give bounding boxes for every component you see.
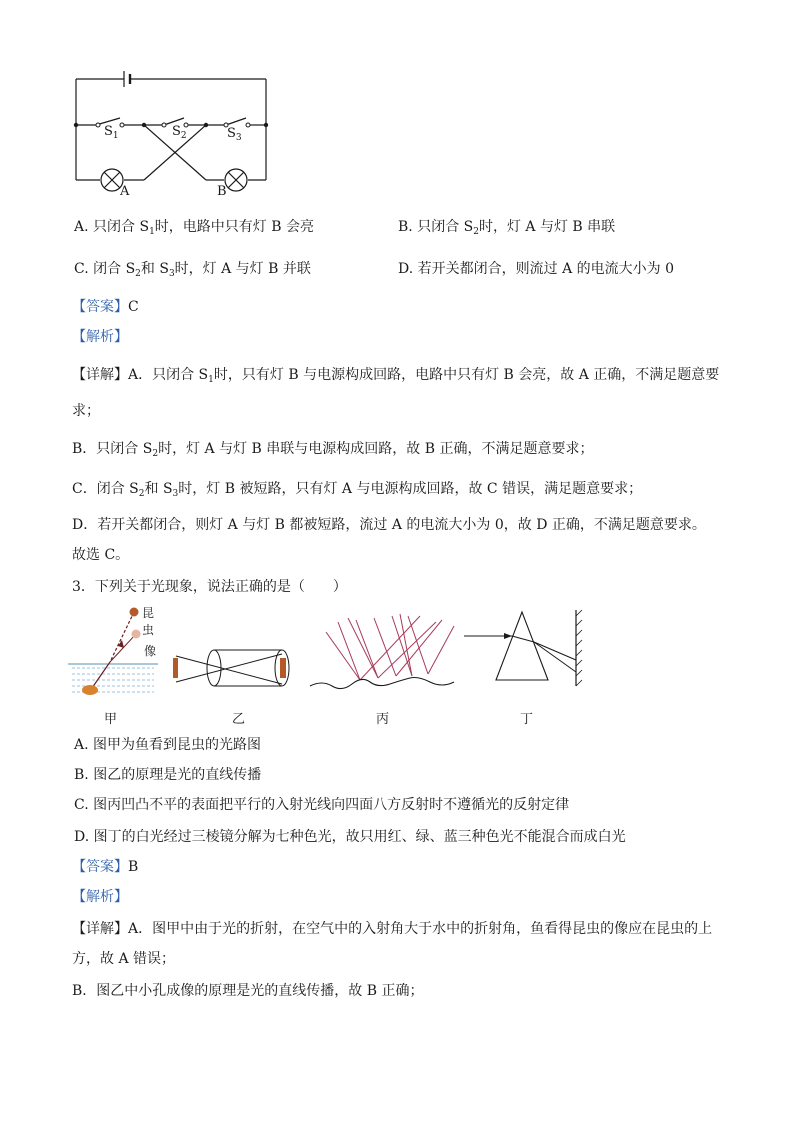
q2-option-d: D. 若开关都闭合，则流过 A 的电流大小为 0 <box>398 261 674 277</box>
q3-analysis-heading: 【解析】 <box>72 889 128 905</box>
caption-ding: 丁 <box>520 712 534 727</box>
q2-conclusion: 故选 C。 <box>72 547 130 563</box>
figure-bing <box>308 612 458 698</box>
label-image: 像 <box>144 644 157 658</box>
q2-analysis-heading: 【解析】 <box>72 329 128 345</box>
figure-yi <box>170 646 300 696</box>
circuit-drawing <box>60 62 280 202</box>
caption-yi: 乙 <box>232 712 246 727</box>
inverted-image-icon <box>280 658 286 678</box>
figure-bing-drawing <box>308 612 458 698</box>
q2-detail-c: C．闭合 $S_2$和 $S_3$时，灯 B 被短路，只有灯 A 与电源构成回路，故 C 错误，满足题意要求； <box>72 481 643 499</box>
q2-detail-a-cont: 求； <box>72 403 100 419</box>
q3-answer: 【答案】B <box>72 859 139 875</box>
lamp-b-label: B <box>217 184 227 199</box>
q2-answer: 【答案】C <box>72 299 139 315</box>
q3-option-c: C. 图丙凹凸不平的表面把平行的入射光线向四面八方反射时不遵循光的反射定律 <box>74 797 570 813</box>
label-insect: 昆虫 <box>142 606 155 637</box>
figure-jia <box>68 604 158 704</box>
q3-option-d: D. 图丁的白光经过三棱镜分解为七种色光，故只用红、绿、蓝三种色光不能混合而成白光 <box>74 829 626 845</box>
switch-s2-label: $S_2$ <box>172 124 187 141</box>
rough-surface <box>310 678 454 689</box>
q3-option-a: A. 图甲为鱼看到昆虫的光路图 <box>74 737 262 753</box>
q2-option-c: C. 闭合 $S_2$和 $S_3$时，灯 A 与灯 B 并联 <box>74 261 311 279</box>
circuit-diagram <box>60 62 280 202</box>
q2-detail-b: B．只闭合 $S_2$时，灯 A 与灯 B 串联与电源构成回路，故 B 正确，不满足题意要求； <box>72 441 594 459</box>
q3-detail-a-cont: 方，故 A 错误； <box>72 951 176 967</box>
switch-s1-label: $S_1$ <box>104 124 119 141</box>
figure-ding-drawing <box>460 606 590 690</box>
figure-yi-drawing <box>170 646 300 696</box>
q3-option-b: B. 图乙的原理是光的直线传播 <box>74 767 262 783</box>
insect-icon <box>130 608 139 617</box>
caption-jia: 甲 <box>104 712 118 727</box>
caption-bing: 丙 <box>376 712 390 727</box>
candle-icon <box>173 658 178 678</box>
q3-detail-b: B．图乙中小孔成像的原理是光的直线传播，故 B 正确； <box>72 983 424 999</box>
q3-detail-a: 【详解】A．图甲中由于光的折射，在空气中的入射角大于水中的折射角，鱼看得昆虫的像应在昆虫的上 <box>72 921 713 937</box>
figure-ding <box>460 606 590 690</box>
q2-detail-d: D．若开关都闭合，则灯 A 与灯 B 都被短路，流过 A 的电流大小为 0，故 D 正确，不满足题意要求。 <box>72 517 706 533</box>
q2-option-b: B. 只闭合 $S_2$时，灯 A 与灯 B 串联 <box>398 219 616 237</box>
insect-image-icon <box>132 630 141 639</box>
q2-option-a: A. 只闭合 $S_1$时，电路中只有灯 B 会亮 <box>74 219 314 237</box>
q2-detail-a: 【详解】A．只闭合 $S_1$时，只有灯 B 与电源构成回路，电路中只有灯 B 会亮，故 A 正确，不满足题意要 <box>72 367 720 385</box>
q3-stem: 3．下列关于光现象，说法正确的是（ ） <box>72 579 347 595</box>
lamp-a-label: A <box>120 184 130 199</box>
switch-s3-label: $S_3$ <box>227 126 242 143</box>
fish-icon <box>82 685 98 695</box>
